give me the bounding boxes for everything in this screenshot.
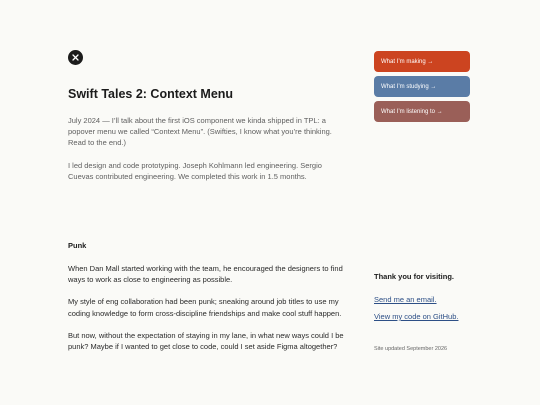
github-link[interactable]: View my code on GitHub. <box>374 312 459 321</box>
nav-studying-button[interactable]: What I’m studying → <box>374 76 470 97</box>
article-intro <box>68 115 348 193</box>
thanks-message: Thank you for visiting. <box>374 272 455 281</box>
site-updated-text: Site updated September 2026 <box>374 346 448 352</box>
close-button[interactable] <box>68 50 83 65</box>
body-paragraph: But now, without the expectation of staying in my lane, in what new ways could I be punk? Maybe if I wanted to get close to code, could I set aside Figma altogether? <box>68 330 344 352</box>
body-paragraph: My style of eng collaboration had been punk; sneaking around job titles to use my coding knowledge to form cross-discipline friendships and make cool stuff happen. <box>68 297 342 318</box>
body-paragraph: When Dan Mall started working with the team, he encouraged the designers to find ways to work as close to engineering as possible. <box>68 264 343 285</box>
nav-listening-button[interactable]: What I’m listening to → <box>374 101 470 122</box>
page-title: Swift Tales 2: Context Menu <box>68 87 234 101</box>
sidebar-nav <box>374 51 470 126</box>
credits-paragraph: I led design and code prototyping. Joseph Kohlmann led engineering. Sergio Cuevas contributed engineering. We completed this work in 1.5 months. <box>68 160 322 181</box>
email-link[interactable]: Send me an email. <box>374 295 437 304</box>
section-heading: Punk <box>68 241 87 250</box>
nav-making-button[interactable]: What I’m making → <box>374 51 470 72</box>
intro-paragraph: July 2024 — I’ll talk about the first iOS component we kinda shipped in TPL: a popover menu we called “Context Menu”. (Swifties, I know what you’re thinking. Read to the end.) <box>68 116 332 148</box>
article-body <box>68 263 348 363</box>
close-icon <box>72 54 79 61</box>
